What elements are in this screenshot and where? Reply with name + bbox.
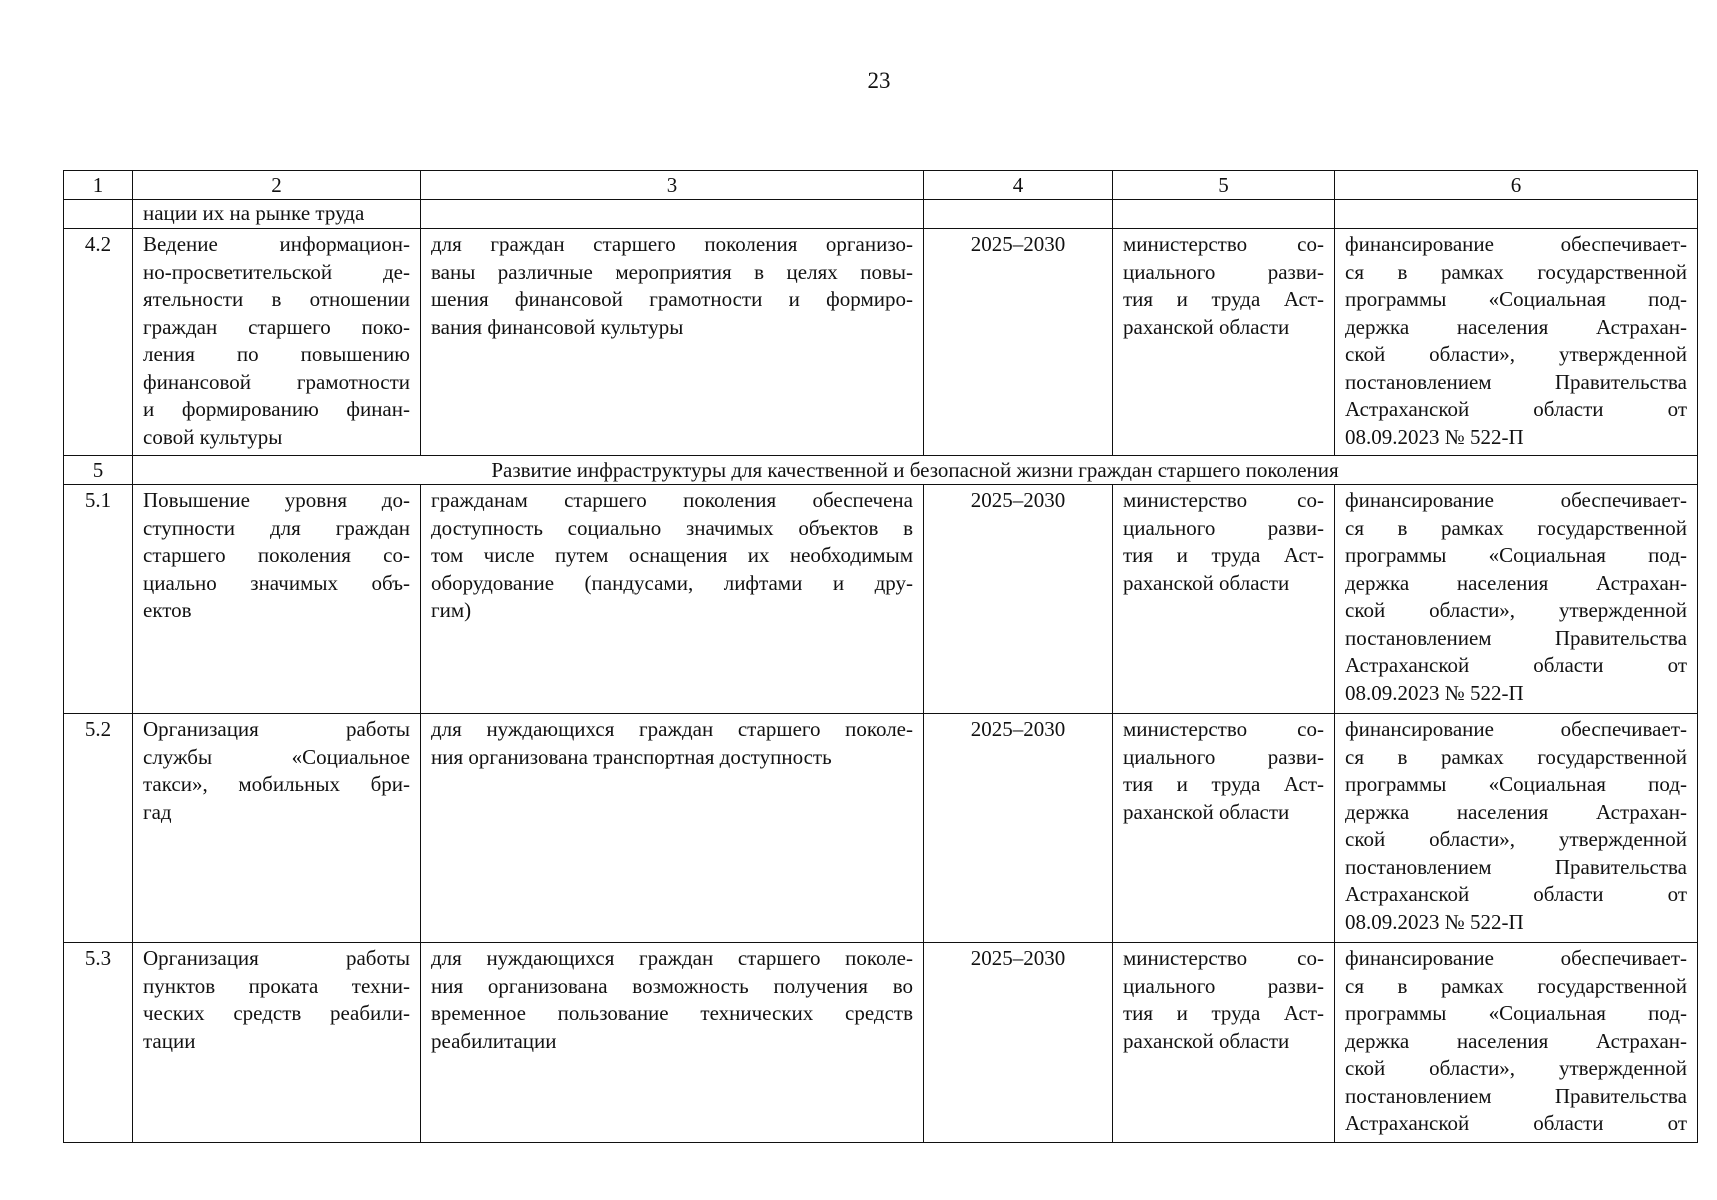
financing-source-line: программы «Социальная под- (1345, 772, 1687, 796)
measure-name-line: и формированию финан- (143, 397, 410, 421)
financing-source (1335, 229, 1698, 456)
financing-source-line: Астраханской области от (1345, 1111, 1687, 1135)
financing-source-line: 08.09.2023 № 522-П (1345, 424, 1524, 449)
responsible-executor-line: министерство со- (1123, 717, 1324, 741)
expected-result-line: шения финансовой грамотности и формиро- (431, 287, 913, 311)
responsible-executor-line: раханской области (1123, 799, 1290, 824)
responsible-executor-line: раханской области (1123, 570, 1290, 595)
table-row (64, 943, 1698, 1143)
table-row (64, 229, 1698, 456)
expected-result-line: ния организована транспортная доступность (431, 744, 832, 769)
financing-source-line: финансирование обеспечивает- (1345, 488, 1687, 512)
expected-result-line: том числе путем оснащения их необходимым (431, 543, 913, 567)
financing-source-line: ся в рамках государственной (1345, 973, 1687, 998)
row-number: 5.1 (64, 485, 133, 714)
financing-source-line: держка населения Астрахан- (1345, 570, 1687, 595)
responsible-executor-line: тия и труда Аст- (1123, 1001, 1324, 1025)
financing-source-line: ской области», утвержденной (1345, 342, 1687, 366)
measure-name-line: старшего поколения со- (143, 543, 410, 567)
row-number: 5.2 (64, 714, 133, 943)
financing-source-line: держка населения Астрахан- (1345, 1028, 1687, 1053)
financing-source-line: ской области», утвержденной (1345, 827, 1687, 851)
financing-source (1335, 714, 1698, 943)
measure-name-line: ектов (143, 598, 192, 622)
expected-result-line: для нуждающихся граждан старшего поколе- (431, 717, 913, 741)
expected-result (421, 485, 924, 714)
responsible-executor (1113, 714, 1335, 943)
column-header-5: 5 (1113, 171, 1335, 200)
financing-source (1335, 485, 1698, 714)
measure-name-line: ступности для граждан (143, 515, 410, 540)
responsible-executor-line: министерство со- (1123, 232, 1324, 256)
responsible-executor-line: циального разви- (1123, 259, 1324, 284)
financing-source-line: постановлением Правительства (1345, 854, 1687, 879)
responsible-executor-line: тия и труда Аст- (1123, 543, 1324, 567)
measure-name-line: такси», мобильных бри- (143, 772, 410, 796)
responsible-executor-line: раханской области (1123, 314, 1290, 339)
measure-name (133, 943, 421, 1143)
section-header-row (64, 456, 1698, 485)
row-number: 5.3 (64, 943, 133, 1143)
measure-name (133, 714, 421, 943)
responsible-executor (1113, 229, 1335, 456)
column-header-2: 2 (133, 171, 421, 200)
measure-name-line: финансовой грамотности (143, 369, 410, 394)
measure-name-line: граждан старшего поко- (143, 314, 410, 339)
expected-result (421, 714, 924, 943)
financing-source-line: финансирование обеспечивает- (1345, 717, 1687, 741)
expected-result-line: ния организована возможность получения во (431, 973, 913, 998)
responsible-executor-line: циального разви- (1123, 744, 1324, 769)
measure-name-line: службы «Социальное (143, 744, 410, 769)
measure-name-line: ления по повышению (143, 342, 410, 366)
implementation-period: 2025–2030 (924, 714, 1113, 943)
responsible-executor-line: тия и труда Аст- (1123, 772, 1324, 796)
financing-source (1335, 943, 1698, 1143)
continuation-num-cell (64, 200, 133, 229)
measure-name-line: совой культуры (143, 424, 283, 449)
expected-result-line: оборудование (пандусами, лифтами и дру- (431, 570, 913, 595)
financing-source-line: постановлением Правительства (1345, 369, 1687, 394)
financing-source-line: постановлением Правительства (1345, 625, 1687, 650)
column-header-1: 1 (64, 171, 133, 200)
measure-name-line: пунктов проката техни- (143, 973, 410, 998)
expected-result (421, 943, 924, 1143)
action-plan-table (63, 170, 1698, 1143)
page-number: 23 (867, 68, 891, 93)
financing-source-line: держка населения Астрахан- (1345, 799, 1687, 824)
expected-result-line: гражданам старшего поколения обеспечена (431, 488, 913, 512)
responsible-executor (1113, 485, 1335, 714)
expected-result (421, 229, 924, 456)
row-number: 4.2 (64, 229, 133, 456)
financing-source-line: Астраханской области от (1345, 882, 1687, 906)
responsible-executor (1113, 943, 1335, 1143)
financing-source-line: программы «Социальная под- (1345, 287, 1687, 311)
expected-result-line: вания финансовой культуры (431, 314, 684, 339)
financing-source-line: Астраханской области от (1345, 397, 1687, 421)
measure-name-line: Повышение уровня до- (143, 488, 410, 512)
section-number: 5 (64, 456, 133, 485)
continuation-row (64, 200, 1698, 229)
financing-source-line: Астраханской области от (1345, 653, 1687, 677)
column-header-3: 3 (421, 171, 924, 200)
responsible-executor-line: циального разви- (1123, 973, 1324, 998)
implementation-period: 2025–2030 (924, 229, 1113, 456)
financing-source-line: финансирование обеспечивает- (1345, 946, 1687, 970)
financing-source-line: 08.09.2023 № 522-П (1345, 909, 1524, 934)
measure-name-line: Ведение информацион- (143, 232, 410, 256)
financing-source-line: держка населения Астрахан- (1345, 314, 1687, 339)
expected-result-line: реабилитации (431, 1028, 557, 1053)
responsible-executor-line: министерство со- (1123, 946, 1324, 970)
responsible-executor-line: раханской области (1123, 1028, 1290, 1053)
measure-name (133, 229, 421, 456)
financing-source-line: программы «Социальная под- (1345, 1001, 1687, 1025)
financing-source-line: 08.09.2023 № 522-П (1345, 680, 1524, 705)
measure-name-line: Организация работы (143, 717, 410, 741)
continuation-text: нации их на рынке труда (133, 200, 421, 229)
table-row (64, 485, 1698, 714)
measure-name-line: Организация работы (143, 946, 410, 970)
implementation-period: 2025–2030 (924, 943, 1113, 1143)
measure-name-line: ятельности в отношении (143, 287, 410, 311)
measure-name-line: гад (143, 799, 172, 824)
financing-source-line: ся в рамках государственной (1345, 744, 1687, 769)
expected-result-line: ваны различные мероприятия в целях повы- (431, 259, 913, 284)
measure-name-line: циально значимых объ- (143, 570, 410, 595)
section-title: Развитие инфраструктуры для качественной и безопасной жизни граждан старшего поколения (133, 456, 1698, 485)
financing-source-line: постановлением Правительства (1345, 1083, 1687, 1108)
measure-name-line: но-просветительской де- (143, 259, 410, 284)
financing-source-line: ской области», утвержденной (1345, 598, 1687, 622)
financing-source-line: ся в рамках государственной (1345, 515, 1687, 540)
financing-source-line: программы «Социальная под- (1345, 543, 1687, 567)
responsible-executor-line: тия и труда Аст- (1123, 287, 1324, 311)
expected-result-line: временное пользование технических средств (431, 1001, 913, 1025)
financing-source-line: ся в рамках государственной (1345, 259, 1687, 284)
column-header-6: 6 (1335, 171, 1698, 200)
implementation-period: 2025–2030 (924, 485, 1113, 714)
responsible-executor-line: циального разви- (1123, 515, 1324, 540)
column-number-header-row (64, 171, 1698, 200)
expected-result-line: доступность социально значимых объектов в (431, 515, 913, 540)
financing-source-line: ской области», утвержденной (1345, 1056, 1687, 1080)
financing-source-line: финансирование обеспечивает- (1345, 232, 1687, 256)
column-header-4: 4 (924, 171, 1113, 200)
measure-name (133, 485, 421, 714)
measure-name-line: тации (143, 1028, 196, 1053)
table-row (64, 714, 1698, 943)
expected-result-line: для нуждающихся граждан старшего поколе- (431, 946, 913, 970)
responsible-executor-line: министерство со- (1123, 488, 1324, 512)
expected-result-line: для граждан старшего поколения организо- (431, 232, 913, 256)
measure-name-line: ческих средств реабили- (143, 1001, 410, 1025)
expected-result-line: гим) (431, 598, 472, 622)
